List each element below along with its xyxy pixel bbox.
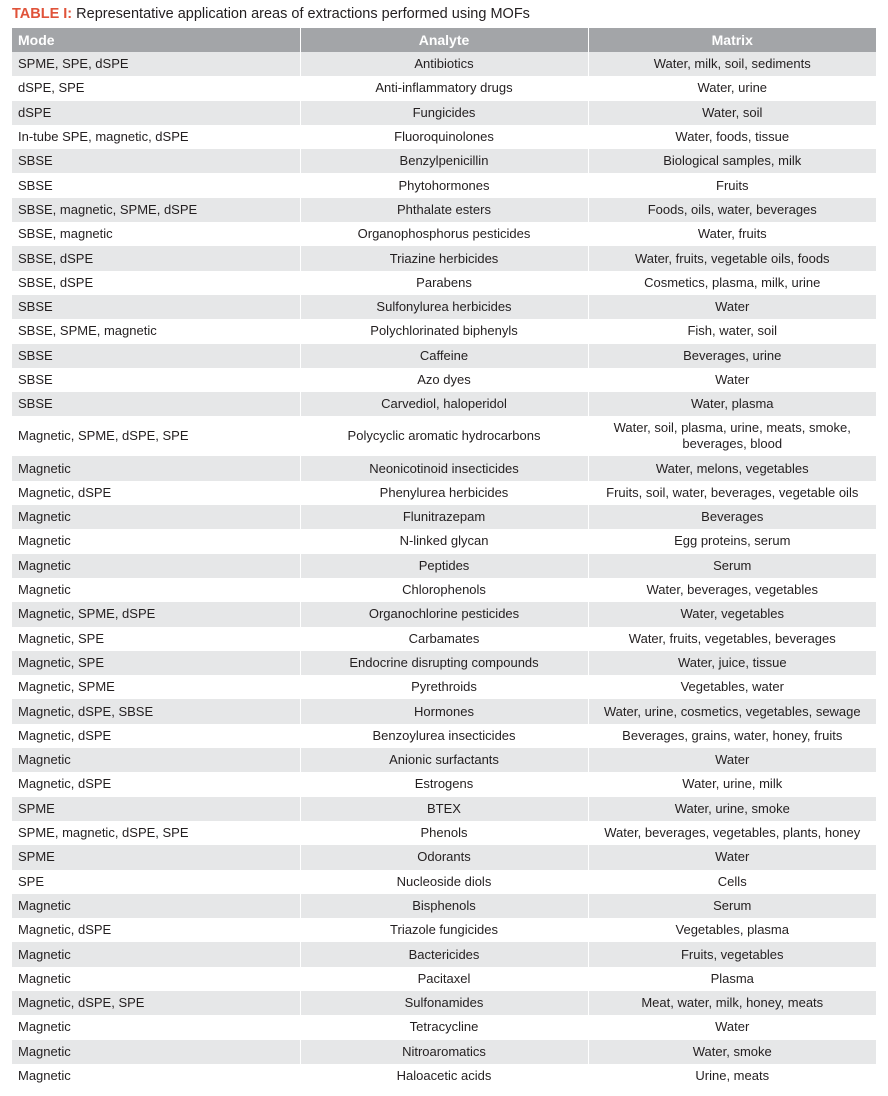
cell-mode: SPME xyxy=(12,797,300,821)
cell-mode: SBSE xyxy=(12,344,300,368)
cell-matrix: Vegetables, water xyxy=(588,675,876,699)
table-row xyxy=(12,772,876,796)
cell-analyte: BTEX xyxy=(300,797,588,821)
cell-matrix: Water, vegetables xyxy=(588,602,876,626)
cell-matrix: Water, fruits, vegetable oils, foods xyxy=(588,246,876,270)
cell-mode: SPME, magnetic, dSPE, SPE xyxy=(12,821,300,845)
table-header-row xyxy=(12,28,876,52)
cell-matrix: Water, urine, milk xyxy=(588,772,876,796)
table-row xyxy=(12,845,876,869)
table-caption xyxy=(12,4,530,24)
cell-analyte: Nitroaromatics xyxy=(300,1040,588,1064)
table-row xyxy=(12,246,876,270)
table-row xyxy=(12,222,876,246)
cell-mode: Magnetic xyxy=(12,894,300,918)
cell-analyte: Phenols xyxy=(300,821,588,845)
cell-analyte: Triazine herbicides xyxy=(300,246,588,270)
cell-mode: Magnetic, dSPE xyxy=(12,918,300,942)
cell-mode: Magnetic, dSPE, SBSE xyxy=(12,699,300,723)
cell-analyte: Haloacetic acids xyxy=(300,1064,588,1088)
cell-matrix: Water, urine xyxy=(588,76,876,100)
table-row xyxy=(12,627,876,651)
cell-mode: Magnetic xyxy=(12,748,300,772)
table-row xyxy=(12,821,876,845)
cell-mode: Magnetic xyxy=(12,942,300,966)
cell-analyte: Anti-inflammatory drugs xyxy=(300,76,588,100)
cell-matrix: Fruits, soil, water, beverages, vegetable oils xyxy=(588,481,876,505)
cell-analyte: Carvediol, haloperidol xyxy=(300,392,588,416)
cell-matrix: Water, soil, plasma, urine, meats, smoke, beverages, blood xyxy=(588,416,876,456)
cell-matrix: Cells xyxy=(588,870,876,894)
table-row xyxy=(12,918,876,942)
table-row xyxy=(12,529,876,553)
cell-mode: Magnetic, SPE xyxy=(12,627,300,651)
cell-mode: Magnetic xyxy=(12,554,300,578)
cell-matrix: Water xyxy=(588,748,876,772)
table-row xyxy=(12,699,876,723)
table-row xyxy=(12,76,876,100)
cell-analyte: Triazole fungicides xyxy=(300,918,588,942)
cell-mode: SPE xyxy=(12,870,300,894)
cell-mode: SBSE xyxy=(12,295,300,319)
cell-analyte: Caffeine xyxy=(300,344,588,368)
cell-matrix: Water, beverages, vegetables, plants, honey xyxy=(588,821,876,845)
cell-mode: Magnetic, SPE xyxy=(12,651,300,675)
cell-mode: SBSE, dSPE xyxy=(12,271,300,295)
column-header-mode: Mode xyxy=(12,28,300,52)
cell-matrix: Biological samples, milk xyxy=(588,149,876,173)
cell-mode: Magnetic xyxy=(12,529,300,553)
cell-mode: dSPE xyxy=(12,101,300,125)
cell-analyte: Antibiotics xyxy=(300,52,588,76)
cell-analyte: Carbamates xyxy=(300,627,588,651)
cell-mode: SBSE xyxy=(12,149,300,173)
cell-mode: SBSE, magnetic xyxy=(12,222,300,246)
table-row xyxy=(12,748,876,772)
cell-mode: Magnetic xyxy=(12,578,300,602)
cell-mode: Magnetic xyxy=(12,967,300,991)
cell-analyte: Polychlorinated biphenyls xyxy=(300,319,588,343)
table-row xyxy=(12,870,876,894)
cell-analyte: Phytohormones xyxy=(300,173,588,197)
table-row xyxy=(12,456,876,480)
cell-matrix: Beverages, urine xyxy=(588,344,876,368)
cell-mode: Magnetic xyxy=(12,1040,300,1064)
cell-analyte: Benzoylurea insecticides xyxy=(300,724,588,748)
cell-analyte: Endocrine disrupting compounds xyxy=(300,651,588,675)
cell-matrix: Fish, water, soil xyxy=(588,319,876,343)
cell-analyte: Estrogens xyxy=(300,772,588,796)
cell-matrix: Water, urine, smoke xyxy=(588,797,876,821)
cell-matrix: Water, juice, tissue xyxy=(588,651,876,675)
cell-matrix: Serum xyxy=(588,894,876,918)
cell-mode: In-tube SPE, magnetic, dSPE xyxy=(12,125,300,149)
cell-mode: SBSE, dSPE xyxy=(12,246,300,270)
cell-analyte: Organochlorine pesticides xyxy=(300,602,588,626)
table-row xyxy=(12,481,876,505)
table-row xyxy=(12,149,876,173)
table-row xyxy=(12,675,876,699)
cell-mode: Magnetic, SPME, dSPE, SPE xyxy=(12,416,300,456)
cell-matrix: Cosmetics, plasma, milk, urine xyxy=(588,271,876,295)
cell-matrix: Foods, oils, water, beverages xyxy=(588,198,876,222)
cell-matrix: Serum xyxy=(588,554,876,578)
cell-analyte: Benzylpenicillin xyxy=(300,149,588,173)
cell-analyte: Phthalate esters xyxy=(300,198,588,222)
cell-analyte: Polycyclic aromatic hydrocarbons xyxy=(300,416,588,456)
cell-mode: SPME xyxy=(12,845,300,869)
table-caption-label: TABLE I: xyxy=(12,6,73,22)
cell-mode: Magnetic, dSPE, SPE xyxy=(12,991,300,1015)
cell-mode: Magnetic, dSPE xyxy=(12,481,300,505)
cell-analyte: Neonicotinoid insecticides xyxy=(300,456,588,480)
cell-analyte: Nucleoside diols xyxy=(300,870,588,894)
cell-mode: Magnetic xyxy=(12,456,300,480)
table-header xyxy=(12,28,876,52)
cell-mode: SBSE xyxy=(12,368,300,392)
cell-matrix: Water, soil xyxy=(588,101,876,125)
cell-matrix: Water, milk, soil, sediments xyxy=(588,52,876,76)
cell-analyte: Parabens xyxy=(300,271,588,295)
cell-analyte: Tetracycline xyxy=(300,1015,588,1039)
table-row xyxy=(12,554,876,578)
table-row xyxy=(12,505,876,529)
table-row xyxy=(12,173,876,197)
cell-mode: Magnetic xyxy=(12,1064,300,1088)
table-row xyxy=(12,894,876,918)
cell-analyte: Phenylurea herbicides xyxy=(300,481,588,505)
cell-analyte: N-linked glycan xyxy=(300,529,588,553)
cell-mode: Magnetic, dSPE xyxy=(12,724,300,748)
cell-analyte: Peptides xyxy=(300,554,588,578)
cell-matrix: Water, urine, cosmetics, vegetables, sewage xyxy=(588,699,876,723)
table-row xyxy=(12,1064,876,1088)
cell-analyte: Organophosphorus pesticides xyxy=(300,222,588,246)
table-row xyxy=(12,1015,876,1039)
cell-matrix: Egg proteins, serum xyxy=(588,529,876,553)
cell-mode: dSPE, SPE xyxy=(12,76,300,100)
cell-analyte: Fungicides xyxy=(300,101,588,125)
cell-matrix: Beverages xyxy=(588,505,876,529)
cell-mode: Magnetic xyxy=(12,505,300,529)
cell-matrix: Beverages, grains, water, honey, fruits xyxy=(588,724,876,748)
cell-analyte: Anionic surfactants xyxy=(300,748,588,772)
column-header-matrix: Matrix xyxy=(588,28,876,52)
cell-mode: SBSE, SPME, magnetic xyxy=(12,319,300,343)
cell-matrix: Plasma xyxy=(588,967,876,991)
table-row xyxy=(12,578,876,602)
table-row xyxy=(12,797,876,821)
cell-analyte: Bisphenols xyxy=(300,894,588,918)
column-header-analyte: Analyte xyxy=(300,28,588,52)
cell-matrix: Meat, water, milk, honey, meats xyxy=(588,991,876,1015)
cell-matrix: Fruits, vegetables xyxy=(588,942,876,966)
cell-matrix: Water, fruits xyxy=(588,222,876,246)
cell-analyte: Flunitrazepam xyxy=(300,505,588,529)
cell-analyte: Chlorophenols xyxy=(300,578,588,602)
cell-analyte: Hormones xyxy=(300,699,588,723)
cell-analyte: Sulfonylurea herbicides xyxy=(300,295,588,319)
cell-matrix: Water xyxy=(588,295,876,319)
table-row xyxy=(12,991,876,1015)
cell-mode: SBSE xyxy=(12,173,300,197)
cell-analyte: Pacitaxel xyxy=(300,967,588,991)
table-row xyxy=(12,416,876,456)
table-body xyxy=(12,52,876,1088)
cell-matrix: Water xyxy=(588,845,876,869)
table-row xyxy=(12,319,876,343)
table-row xyxy=(12,368,876,392)
table-row xyxy=(12,198,876,222)
table-row xyxy=(12,344,876,368)
cell-matrix: Water xyxy=(588,1015,876,1039)
table-row xyxy=(12,724,876,748)
cell-matrix: Water, melons, vegetables xyxy=(588,456,876,480)
table-row xyxy=(12,392,876,416)
cell-analyte: Azo dyes xyxy=(300,368,588,392)
cell-analyte: Pyrethroids xyxy=(300,675,588,699)
cell-matrix: Vegetables, plasma xyxy=(588,918,876,942)
table-row xyxy=(12,295,876,319)
cell-mode: Magnetic, SPME xyxy=(12,675,300,699)
cell-mode: Magnetic, dSPE xyxy=(12,772,300,796)
table-row xyxy=(12,602,876,626)
cell-analyte: Fluoroquinolones xyxy=(300,125,588,149)
cell-matrix: Water xyxy=(588,368,876,392)
table-caption-text: Representative application areas of extractions performed using MOFs xyxy=(76,6,530,22)
table-row xyxy=(12,967,876,991)
table-row xyxy=(12,52,876,76)
table-row xyxy=(12,942,876,966)
cell-mode: SBSE, magnetic, SPME, dSPE xyxy=(12,198,300,222)
cell-matrix: Water, beverages, vegetables xyxy=(588,578,876,602)
table-row xyxy=(12,271,876,295)
cell-matrix: Water, fruits, vegetables, beverages xyxy=(588,627,876,651)
cell-matrix: Water, foods, tissue xyxy=(588,125,876,149)
cell-mode: SBSE xyxy=(12,392,300,416)
cell-analyte: Odorants xyxy=(300,845,588,869)
cell-analyte: Sulfonamides xyxy=(300,991,588,1015)
cell-matrix: Water, plasma xyxy=(588,392,876,416)
table-row xyxy=(12,101,876,125)
mof-applications-table xyxy=(12,28,876,1088)
cell-mode: Magnetic xyxy=(12,1015,300,1039)
table-row xyxy=(12,1040,876,1064)
cell-matrix: Urine, meats xyxy=(588,1064,876,1088)
table-row xyxy=(12,651,876,675)
cell-analyte: Bactericides xyxy=(300,942,588,966)
cell-mode: SPME, SPE, dSPE xyxy=(12,52,300,76)
cell-matrix: Fruits xyxy=(588,173,876,197)
cell-matrix: Water, smoke xyxy=(588,1040,876,1064)
table-row xyxy=(12,125,876,149)
cell-mode: Magnetic, SPME, dSPE xyxy=(12,602,300,626)
